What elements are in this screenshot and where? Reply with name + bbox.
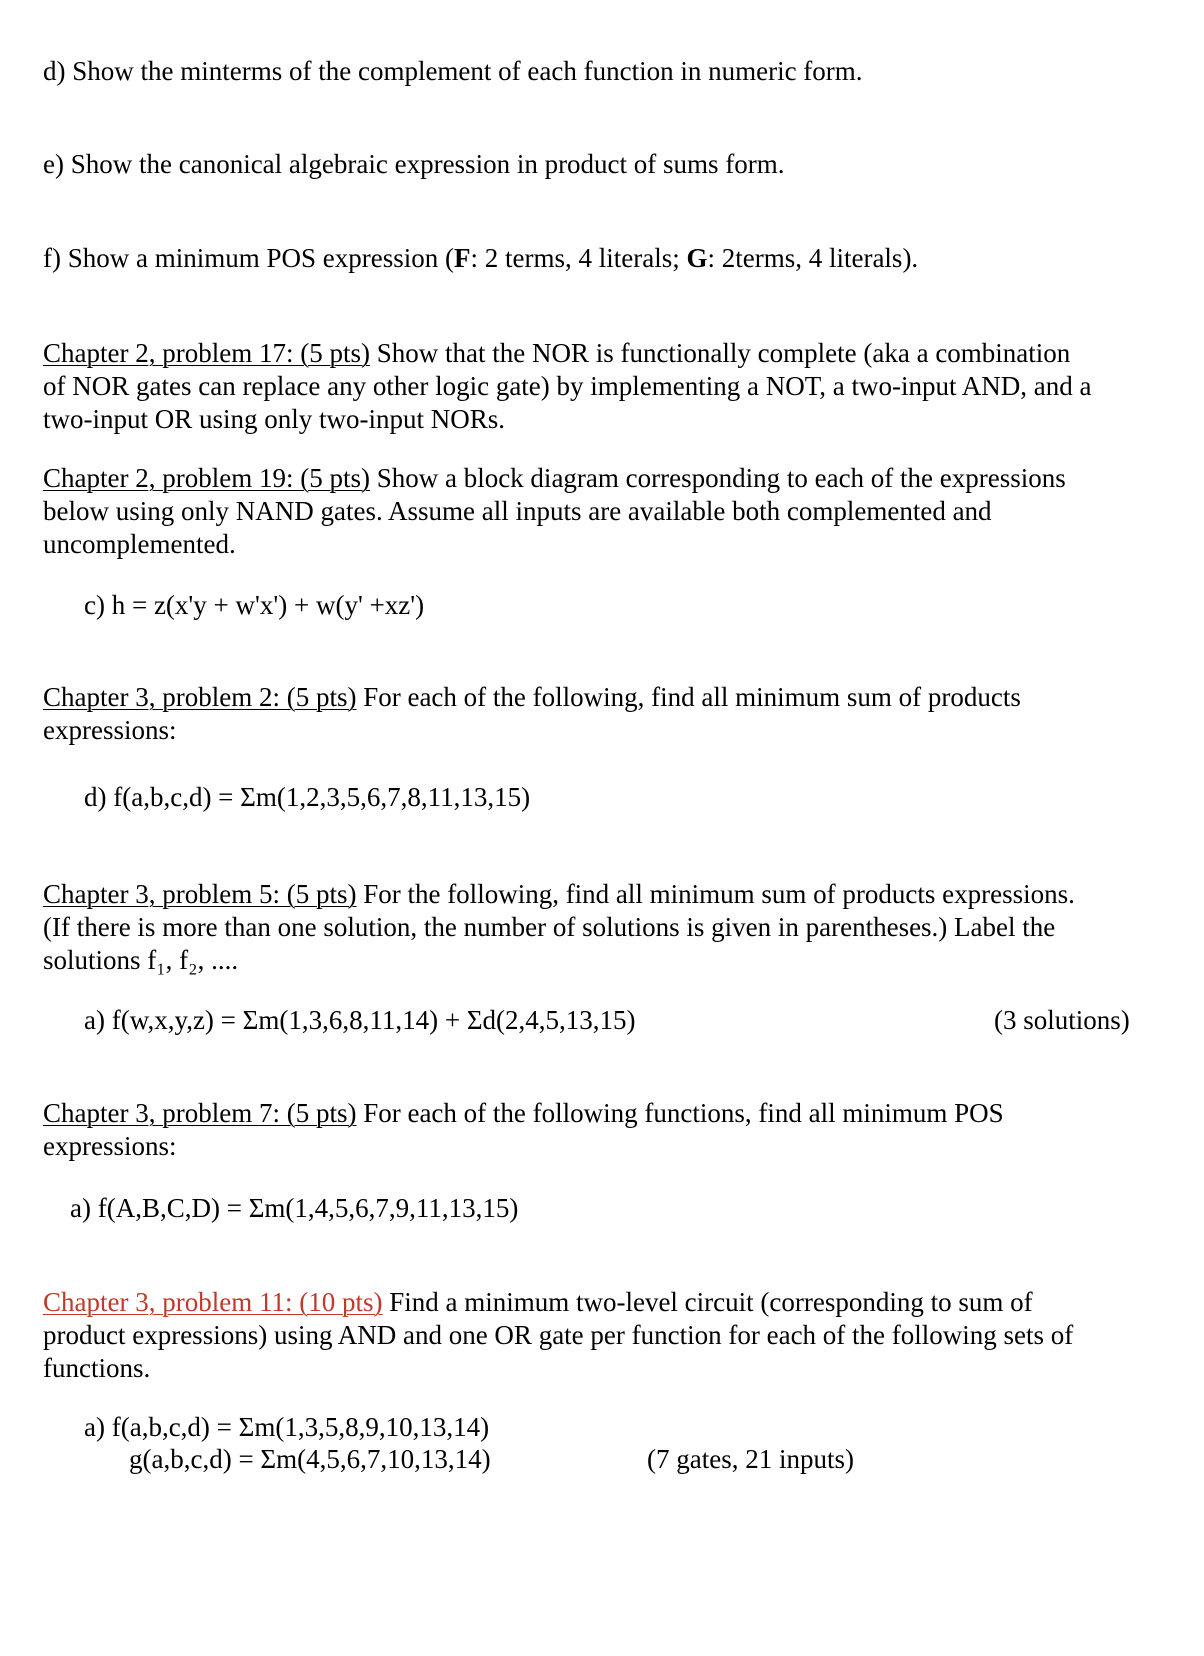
gates-inputs-note: (7 gates, 21 inputs) xyxy=(647,1444,854,1474)
expression-ch3-11-g: g(a,b,c,d) = Σm(4,5,6,7,10,13,14) xyxy=(129,1444,491,1474)
item-f-F-label: F xyxy=(454,243,471,273)
item-f-suffix: : 2terms, 4 literals). xyxy=(707,243,919,273)
problem-heading: Chapter 3, problem 5: (5 pts) xyxy=(43,879,357,909)
problem-text: For the following, find all minimum sum of products expressions. xyxy=(356,879,1075,909)
item-f-G-label: G xyxy=(686,243,708,273)
problem-line xyxy=(43,878,1173,911)
problem-ch2-17 xyxy=(43,337,1173,436)
problem-line: two-input OR using only two-input NORs. xyxy=(43,404,506,434)
expression-ch3-5-a: a) f(w,x,y,z) = Σm(1,3,6,8,11,14) + Σd(2,4,5,13,15) xyxy=(84,1005,636,1035)
problem-line: expressions: xyxy=(43,1131,177,1161)
problem-line xyxy=(43,1097,1173,1130)
problem-heading: Chapter 2, problem 19: (5 pts) xyxy=(43,463,370,493)
problem-heading: Chapter 3, problem 2: (5 pts) xyxy=(43,682,357,712)
problem-line: of NOR gates can replace any other logic gate) by implementing a NOT, a two-input AND, and a xyxy=(43,371,1092,401)
item-f-text xyxy=(43,242,918,275)
expression-ch3-2-d: d) f(a,b,c,d) = Σm(1,2,3,5,6,7,8,11,13,15) xyxy=(84,782,531,812)
problem-line: below using only NAND gates. Assume all inputs are available both complemented and xyxy=(43,496,992,526)
item-e-text: e) Show the canonical algebraic expression in product of sums form. xyxy=(43,149,785,179)
problem-ch2-19 xyxy=(43,462,1173,561)
problem-text: Show that the NOR is functionally complete (aka a combination xyxy=(369,338,1071,368)
problem-ch3-5 xyxy=(43,878,1173,977)
problem-line: solutions f₁, f₂, .... xyxy=(43,945,239,975)
problem-line: product expressions) using AND and one OR gate per function for each of the following sets of xyxy=(43,1320,1074,1350)
problem-line xyxy=(43,1286,1173,1319)
problem-line xyxy=(43,337,1173,370)
solutions-note: (3 solutions) xyxy=(994,1005,1130,1035)
problem-line xyxy=(43,462,1173,495)
problem-text: Find a minimum two-level circuit (corresponding to sum of xyxy=(382,1287,1033,1317)
problem-heading: Chapter 3, problem 11: (10 pts) xyxy=(43,1287,383,1317)
problem-text: Show a block diagram corresponding to each of the expressions xyxy=(369,463,1066,493)
problem-ch3-7 xyxy=(43,1097,1173,1163)
problem-heading: Chapter 2, problem 17: (5 pts) xyxy=(43,338,370,368)
problem-text: For each of the following, find all minimum sum of products xyxy=(356,682,1021,712)
problem-text: For each of the following functions, find all minimum POS xyxy=(356,1098,1004,1128)
problem-ch3-2 xyxy=(43,681,1173,747)
problem-ch3-11 xyxy=(43,1286,1173,1385)
item-d-text: d) Show the minterms of the complement of each function in numeric form. xyxy=(43,56,863,86)
problem-line xyxy=(43,681,1173,714)
expression-ch2-19-c: c) h = z(x'y + w'x') + w(y' +xz') xyxy=(84,590,425,620)
problem-line: expressions: xyxy=(43,715,177,745)
item-f-prefix: f) Show a minimum POS expression ( xyxy=(43,243,454,273)
expression-ch3-11-f: a) f(a,b,c,d) = Σm(1,3,5,8,9,10,13,14) xyxy=(84,1412,490,1442)
problem-heading: Chapter 3, problem 7: (5 pts) xyxy=(43,1098,357,1128)
problem-line: functions. xyxy=(43,1353,151,1383)
problem-line: uncomplemented. xyxy=(43,529,236,559)
item-f-mid: : 2 terms, 4 literals; xyxy=(470,243,687,273)
expression-ch3-7-a: a) f(A,B,C,D) = Σm(1,4,5,6,7,9,11,13,15) xyxy=(70,1193,519,1223)
problem-line: (If there is more than one solution, the number of solutions is given in parentheses.) Label the xyxy=(43,912,1056,942)
